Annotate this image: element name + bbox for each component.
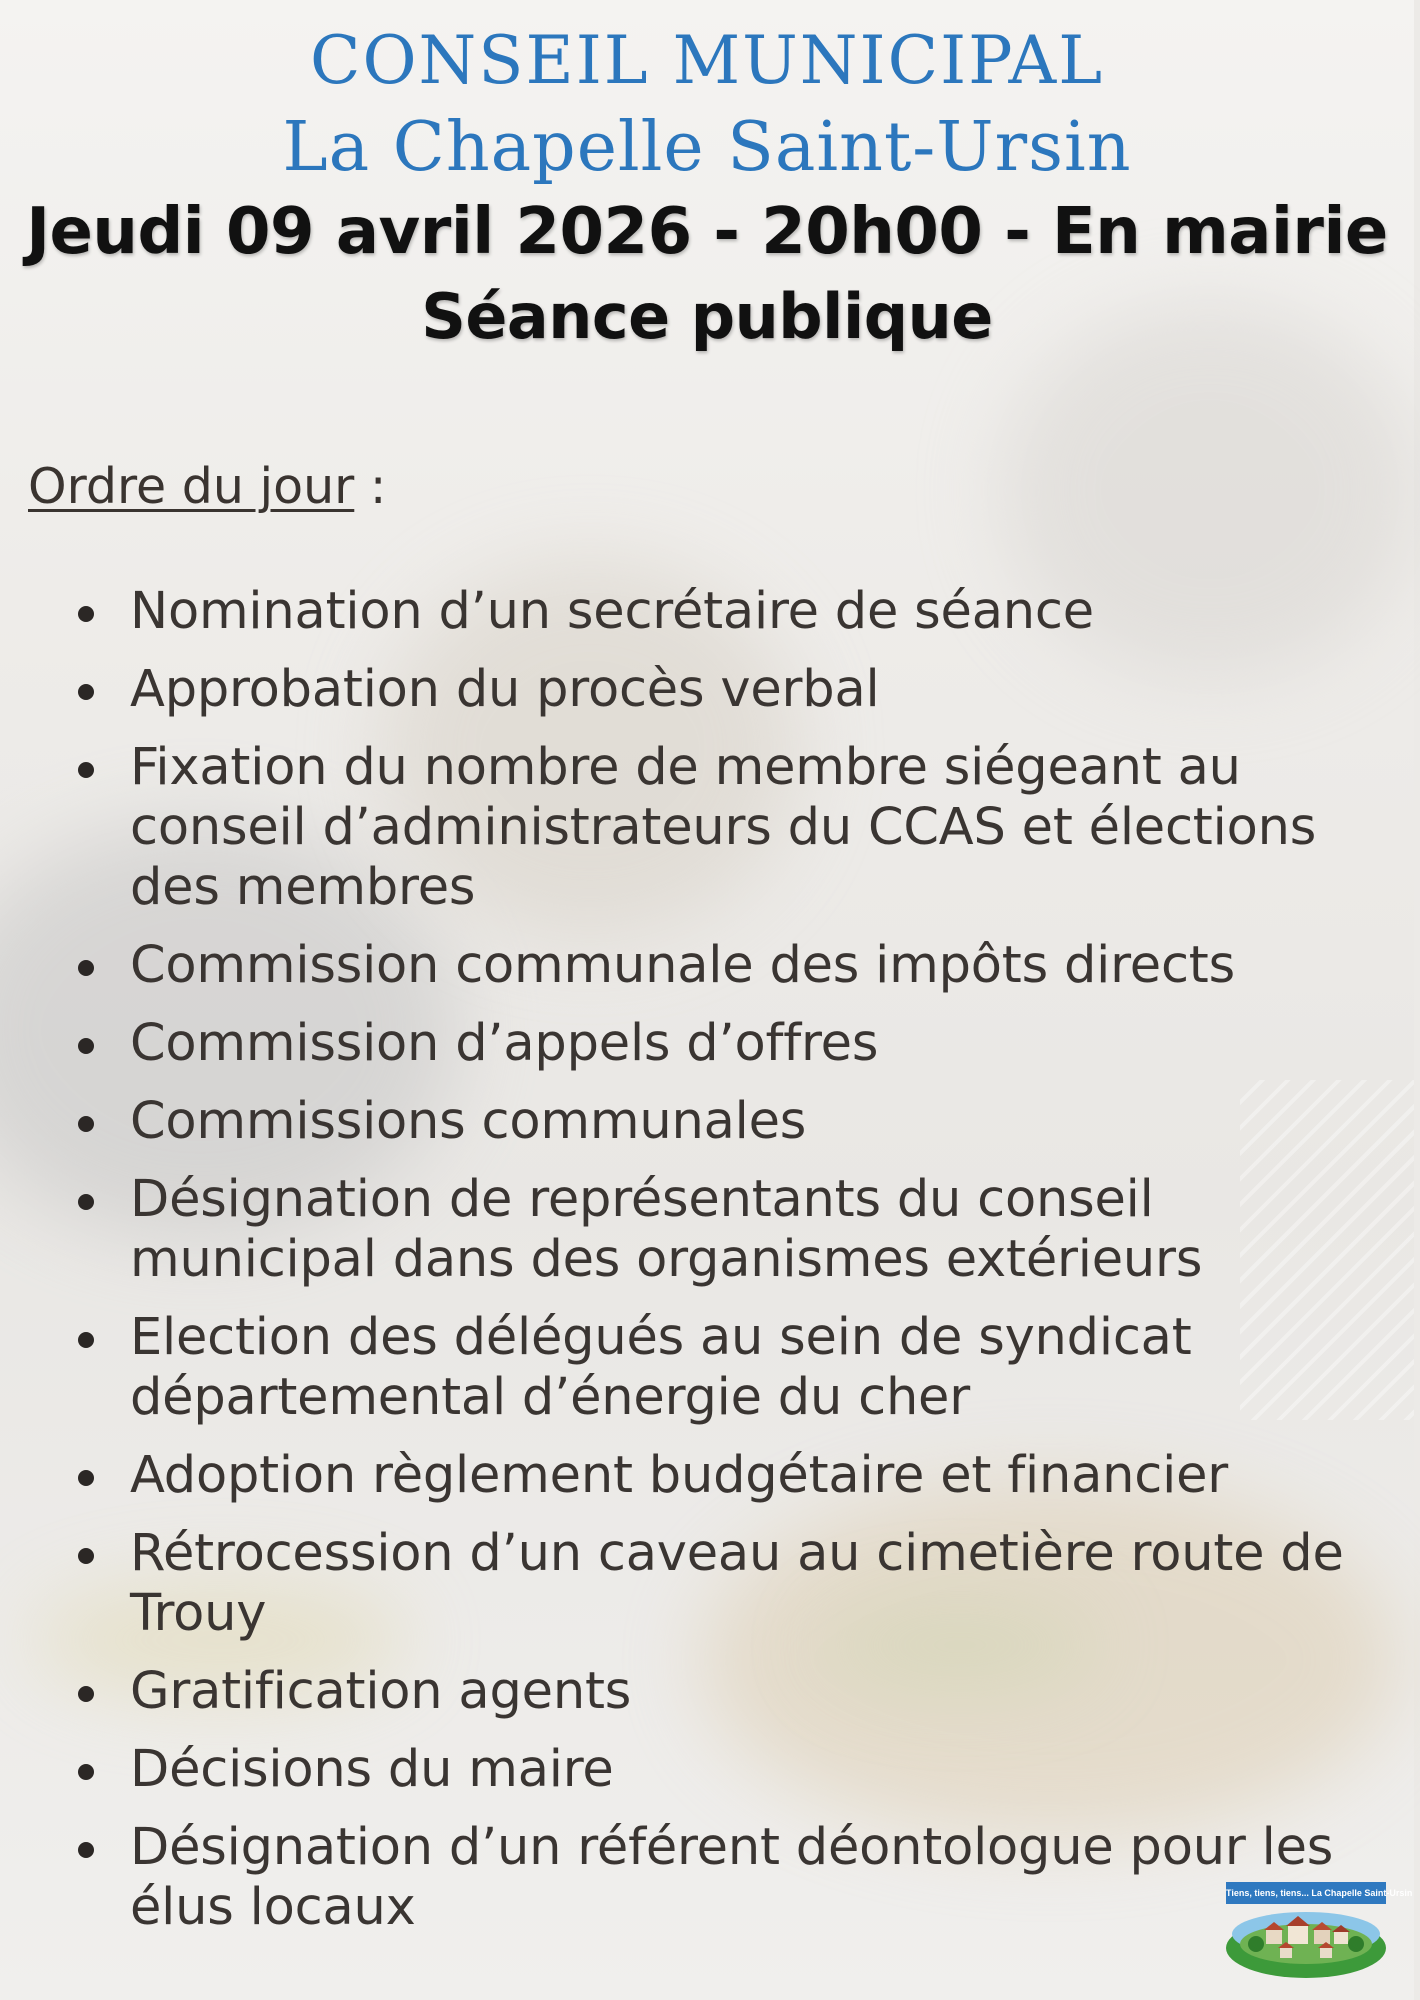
agenda-item-text: Gratification agents (130, 1662, 632, 1721)
agenda-item (0, 1818, 1385, 1938)
agenda-item-text: Commission communale des impôts directs (130, 936, 1235, 995)
agenda-item (0, 936, 1385, 996)
agenda-item-text: Nomination d’un secrétaire de séance (130, 582, 1094, 641)
town-name: La Chapelle Saint-Ursin (282, 108, 1132, 187)
agenda-item (0, 1308, 1385, 1428)
bullet-icon (78, 1332, 94, 1348)
town-logo (1226, 1882, 1413, 1978)
agenda-item (0, 1740, 1385, 1800)
agenda-item-text: Election des délégués au sein de syndicat départemental d’énergie du cher (130, 1308, 1192, 1427)
bullet-icon (78, 606, 94, 622)
bullet-icon (78, 1116, 94, 1132)
session-type: Séance publique (421, 280, 993, 353)
title-block (0, 22, 1414, 353)
agenda-item-text: Décisions du maire (130, 1740, 614, 1799)
agenda-heading (28, 458, 387, 515)
bullet-icon (78, 1548, 94, 1564)
agenda-heading-colon: : (354, 458, 387, 515)
bullet-icon (78, 1038, 94, 1054)
agenda-item (0, 660, 1385, 720)
agenda-item (0, 582, 1385, 642)
bullet-icon (78, 1470, 94, 1486)
bullet-icon (78, 1686, 94, 1702)
bullet-icon (78, 1764, 94, 1780)
agenda-item (0, 1170, 1385, 1290)
agenda-item-text: Commissions communales (130, 1092, 807, 1151)
agenda-item-text: Rétrocession d’un caveau au cimetière route de Trouy (130, 1524, 1344, 1643)
agenda-list (0, 582, 1400, 1956)
village-illustration (1226, 1904, 1386, 1978)
logo-banner: Tiens, tiens, tiens... La Chapelle Saint-Ursin (1226, 1882, 1386, 1904)
meeting-date-time-place: Jeudi 09 avril 2026 - 20h00 - En mairie (26, 195, 1388, 269)
agenda-item-text: Désignation d’un référent déontologue pour les élus locaux (130, 1818, 1334, 1937)
agenda-item (0, 1662, 1385, 1722)
agenda-heading-label: Ordre du jour (28, 458, 355, 515)
agenda-item-text: Approbation du procès verbal (130, 660, 880, 719)
agenda-item-text: Commission d’appels d’offres (130, 1014, 879, 1073)
bullet-icon (78, 1842, 94, 1858)
agenda-item (0, 1014, 1385, 1074)
bullet-icon (78, 762, 94, 778)
bullet-icon (78, 1194, 94, 1210)
council-title: CONSEIL MUNICIPAL (309, 22, 1105, 99)
agenda-item (0, 1092, 1385, 1152)
agenda-item (0, 1524, 1385, 1644)
agenda-item-text: Désignation de représentants du conseil municipal dans des organismes extérieurs (130, 1170, 1203, 1289)
bullet-icon (78, 684, 94, 700)
agenda-item-text: Fixation du nombre de membre siégeant au conseil d’administrateurs du CCAS et élections des membres (130, 738, 1317, 917)
bullet-icon (78, 960, 94, 976)
agenda-item (0, 1446, 1385, 1506)
agenda-item (0, 738, 1385, 918)
agenda-item-text: Adoption règlement budgétaire et financier (130, 1446, 1229, 1505)
